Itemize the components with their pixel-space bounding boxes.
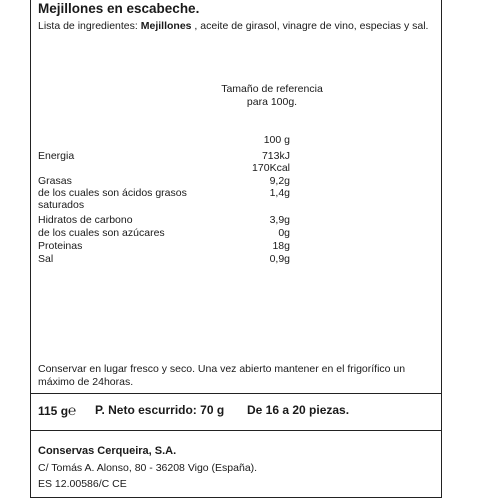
net-weight-value: 115 g (38, 404, 69, 418)
company-address: C/ Tomás A. Alonso, 80 - 36208 Vigo (España). (38, 462, 258, 474)
company-name: Conservas Cerqueira, S.A. (38, 445, 177, 457)
nutrient-label: de los cuales son ácidos grasos (38, 187, 187, 199)
nutrient-value: 713kJ (261, 150, 290, 162)
nutrient-value: 1,4g (269, 187, 290, 199)
nutrient-label: Proteinas (38, 240, 83, 252)
net-weight (38, 403, 76, 418)
nutrient-label: Sal (38, 253, 54, 265)
nutrient-value: 0,9g (269, 253, 290, 265)
nutrient-label: Hidratos de carbono (38, 214, 133, 226)
ingredients-rest: , aceite de girasol, vinagre de vino, especias y sal. (191, 20, 429, 32)
ingredients-label: Lista de ingredientes: (38, 20, 138, 32)
nutrient-label: Grasas (38, 175, 72, 187)
pieces-count: De 16 a 20 piezas. (247, 403, 350, 417)
storage-line1: Conservar en lugar fresco y seco. Una vez abierto mantener en el frigorífico un (38, 363, 406, 375)
nutrient-value: 9,2g (269, 175, 290, 187)
nutrient-value: 0g (278, 227, 290, 239)
nutrient-label: Energia (38, 150, 75, 162)
nutrient-label: saturados (38, 199, 85, 211)
nutrient-value: 18g (272, 240, 290, 252)
nutrient-value: 170Kcal (252, 162, 290, 174)
estimated-sign-icon: ℮ (68, 402, 77, 418)
ingredients-highlight: Mejillones (140, 20, 192, 32)
nutrient-label: de los cuales son azúcares (38, 227, 165, 239)
company-registry: ES 12.00586/C CE (38, 478, 127, 490)
label-frame (30, 0, 442, 498)
product-title: Mejillones en escabeche. (38, 1, 200, 16)
reference-size-line1: Tamaño de referencia (221, 83, 323, 95)
ingredients-text (38, 20, 438, 33)
divider-weights (30, 393, 442, 394)
divider-company (30, 430, 442, 431)
drained-weight: P. Neto escurrido: 70 g (95, 403, 225, 417)
nutrient-value: 3,9g (269, 214, 290, 226)
storage-line2: máximo de 24horas. (38, 376, 134, 388)
reference-size-line2: para 100g. (246, 96, 298, 108)
per-100g-header: 100 g (263, 134, 290, 146)
